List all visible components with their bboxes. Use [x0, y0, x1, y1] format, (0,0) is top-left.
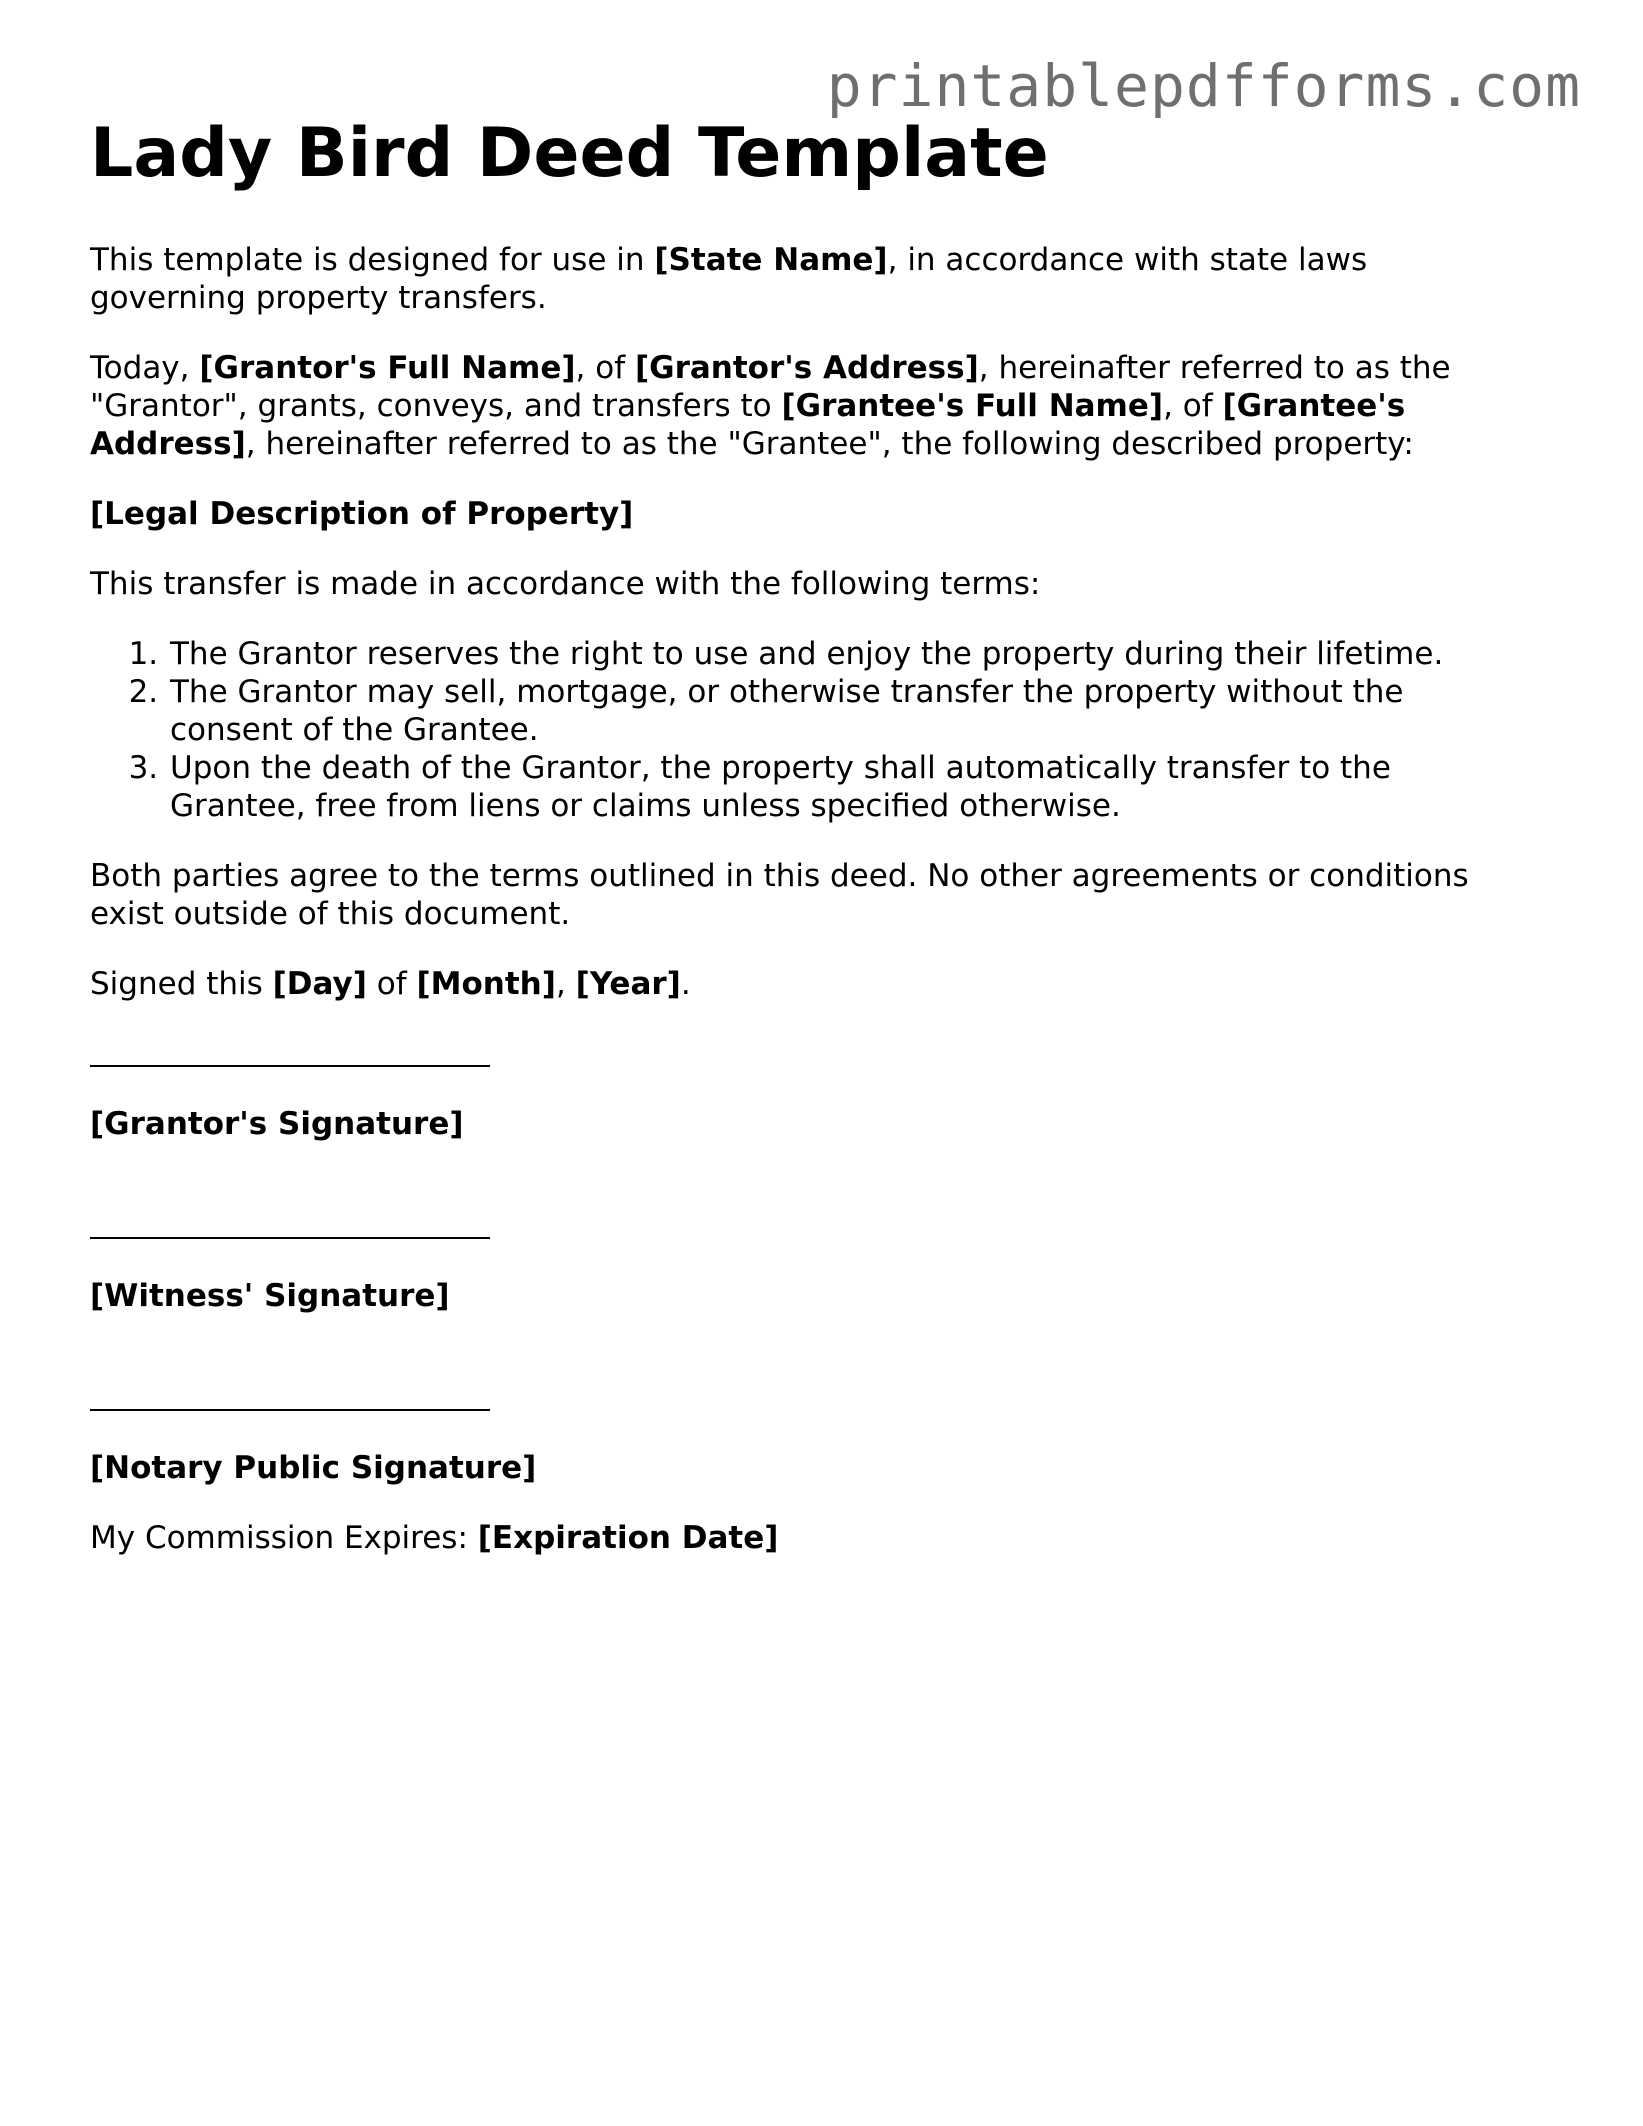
grantee-address-placeholder: [Grantee's Address]	[90, 388, 1406, 462]
notary-signature-line[interactable]	[90, 1379, 1530, 1417]
grantor-address-placeholder: [Grantor's Address]	[634, 350, 979, 386]
state-name-placeholder: [State Name]	[654, 242, 888, 278]
grant-text-1: Today,	[90, 350, 200, 386]
day-placeholder: [Day]	[272, 966, 367, 1002]
intro-text-2: , in accordance with state laws governing property transfers.	[90, 242, 1368, 316]
watermark: printablepdfforms.com	[826, 52, 1581, 120]
grant-text-4: , of	[1163, 388, 1223, 424]
agreement-paragraph: Both parties agree to the terms outlined in this deed. No other agreements or conditions exist outside of this document.	[90, 858, 1469, 932]
term-item: 2. The Grantor may sell, mortgage, or otherwise transfer the property without the consent of the Grantee.	[168, 673, 1530, 749]
grantee-name-placeholder: [Grantee's Full Name]	[781, 388, 1164, 424]
terms-intro: This transfer is made in accordance with the following terms:	[90, 566, 1041, 602]
witness-signature-label: [Witness' Signature]	[90, 1278, 450, 1314]
grant-paragraph	[90, 349, 1530, 463]
legal-description-placeholder: [Legal Description of Property]	[90, 496, 634, 532]
term-item: 1. The Grantor reserves the right to use and enjoy the property during their lifetime.	[168, 635, 1530, 673]
grant-text-3: , hereinafter referred to as the "Grantor", grants, conveys, and transfers to	[90, 350, 1451, 424]
document-body	[90, 112, 1530, 1589]
grant-text-5: , hereinafter referred to as the "Grantee", the following described property:	[245, 426, 1414, 462]
grantor-name-placeholder: [Grantor's Full Name]	[199, 350, 576, 386]
grantor-signature-label: [Grantor's Signature]	[90, 1106, 464, 1142]
notary-signature-label: [Notary Public Signature]	[90, 1450, 537, 1486]
year-placeholder: [Year]	[575, 966, 681, 1002]
month-placeholder: [Month]	[416, 966, 556, 1002]
term-item: 3. Upon the death of the Grantor, the property shall automatically transfer to the Grantee, free from liens or claims unless specified otherwise.	[168, 749, 1530, 825]
terms-list	[90, 635, 1530, 825]
grantor-signature-line[interactable]	[90, 1035, 1530, 1073]
document-title: Lady Bird Deed Template	[90, 114, 1049, 193]
intro-paragraph	[90, 241, 1530, 317]
signed-date-line: Signed this [Day] of [Month], [Year].	[90, 966, 691, 1002]
witness-signature-line[interactable]	[90, 1207, 1530, 1245]
expiration-date-placeholder: [Expiration Date]	[477, 1520, 779, 1556]
commission-expiry-line: My Commission Expires: [Expiration Date]	[90, 1520, 779, 1556]
intro-text-1: This template is designed for use in	[90, 242, 655, 278]
grant-text-2: , of	[575, 350, 635, 386]
